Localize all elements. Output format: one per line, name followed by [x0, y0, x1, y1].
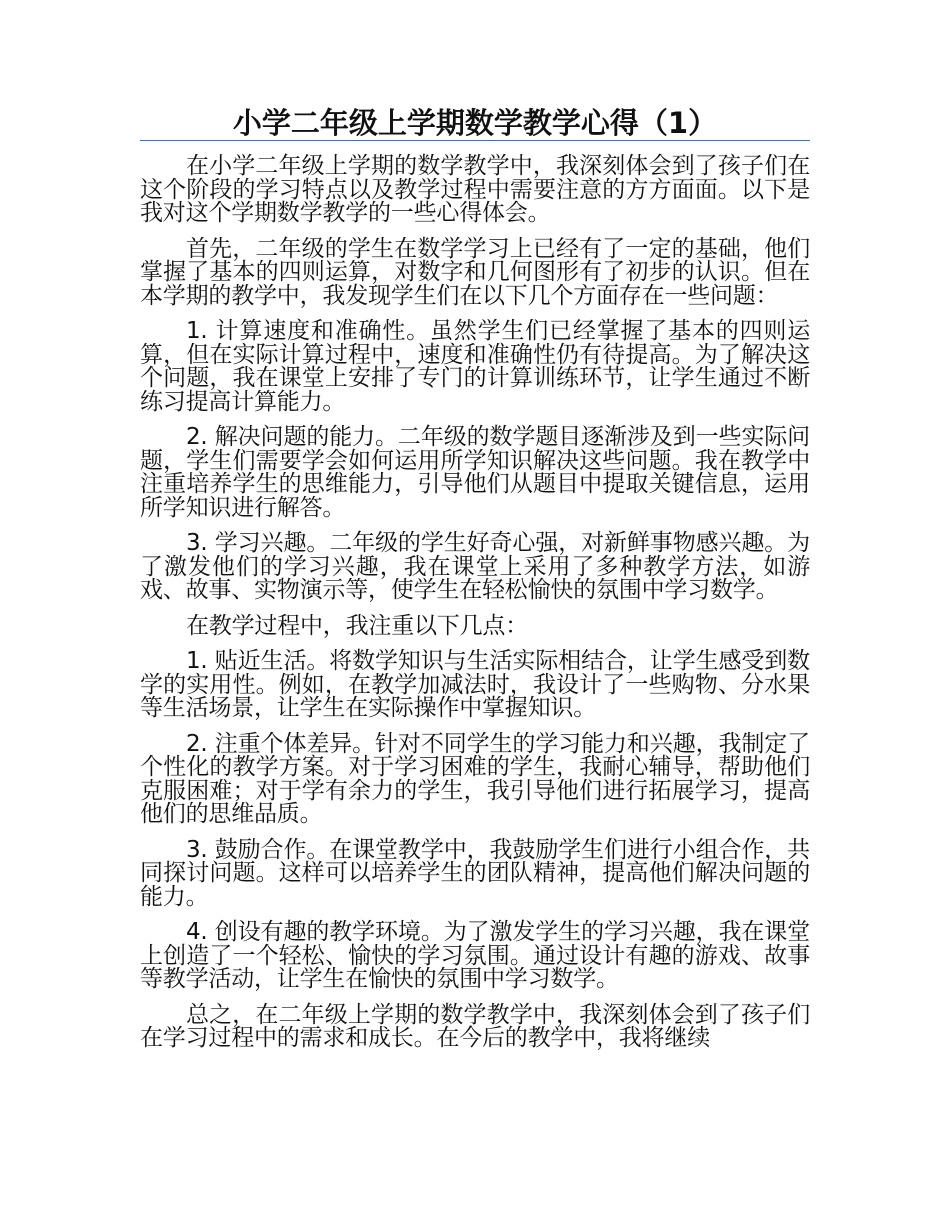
- paragraph-method-4: 4. 创设有趣的教学环境。为了激发学生的学习兴趣，我在课堂上创造了一个轻松、愉快的学习氛围。通过设计有趣的游戏、故事等教学活动，让学生在愉快的氛围中学习数学。: [140, 919, 810, 992]
- paragraph-method-1: 1. 贴近生活。将数学知识与生活实际相结合，让学生感受到数学的实用性。例如，在教学加减法时，我设计了一些购物、分水果等生活场景，让学生在实际操作中掌握知识。: [140, 648, 810, 721]
- title-underline: [140, 140, 810, 141]
- paragraph-problems-intro: 首先，二年级的学生在数学学习上已经有了一定的基础，他们掌握了基本的四则运算，对数字和几何图形有了初步的认识。但在本学期的教学中，我发现学生们在以下几个方面存在一些问题：: [140, 235, 810, 309]
- document-body: [140, 155, 810, 1063]
- paragraph-problem-3: 3. 学习兴趣。二年级的学生好奇心强，对新鲜事物感兴趣。为了激发他们的学习兴趣，我在课堂上采用了多种教学方法，如游戏、故事、实物演示等，使学生在轻松愉快的氛围中学习数学。: [140, 530, 810, 603]
- paragraph-method-3: 3. 鼓励合作。在课堂教学中，我鼓励学生们进行小组合作，共同探讨问题。这样可以培养学生的团队精神，提高他们解决问题的能力。: [140, 836, 810, 910]
- paragraph-conclusion: 总之，在二年级上学期的数学教学中，我深刻体会到了孩子们在学习过程中的需求和成长。在今后的教学中，我将继续: [140, 1001, 810, 1051]
- paragraph-problem-2: 2. 解决问题的能力。二年级的数学题目逐渐涉及到一些实际问题，学生们需要学会如何运用所学知识解决这些问题。我在教学中注重培养学生的思维能力，引导他们从题目中提取关键信息，运用所学知识进行解答。: [140, 424, 810, 521]
- document-title: 小学二年级上学期数学教学心得（1）: [232, 106, 718, 140]
- paragraph-problem-1: 1. 计算速度和准确性。虽然学生们已经掌握了基本的四则运算，但在实际计算过程中，速度和准确性仍有待提高。为了解决这个问题，我在课堂上安排了专门的计算训练环节，让学生通过不断练习提高计算能力。: [140, 318, 810, 415]
- paragraph-intro: 在小学二年级上学期的数学教学中，我深刻体会到了孩子们在这个阶段的学习特点以及教学过程中需要注意的方方面面。以下是我对这个学期数学教学的一些心得体会。: [140, 153, 810, 226]
- paragraph-method-2: 2. 注重个体差异。针对不同学生的学习能力和兴趣，我制定了个性化的教学方案。对于学习困难的学生，我耐心辅导，帮助他们克服困难；对于学有余力的学生，我引导他们进行拓展学习，提高他们的思维品质。: [140, 730, 810, 827]
- paragraph-methods-intro: 在教学过程中，我注重以下几点：: [186, 612, 529, 639]
